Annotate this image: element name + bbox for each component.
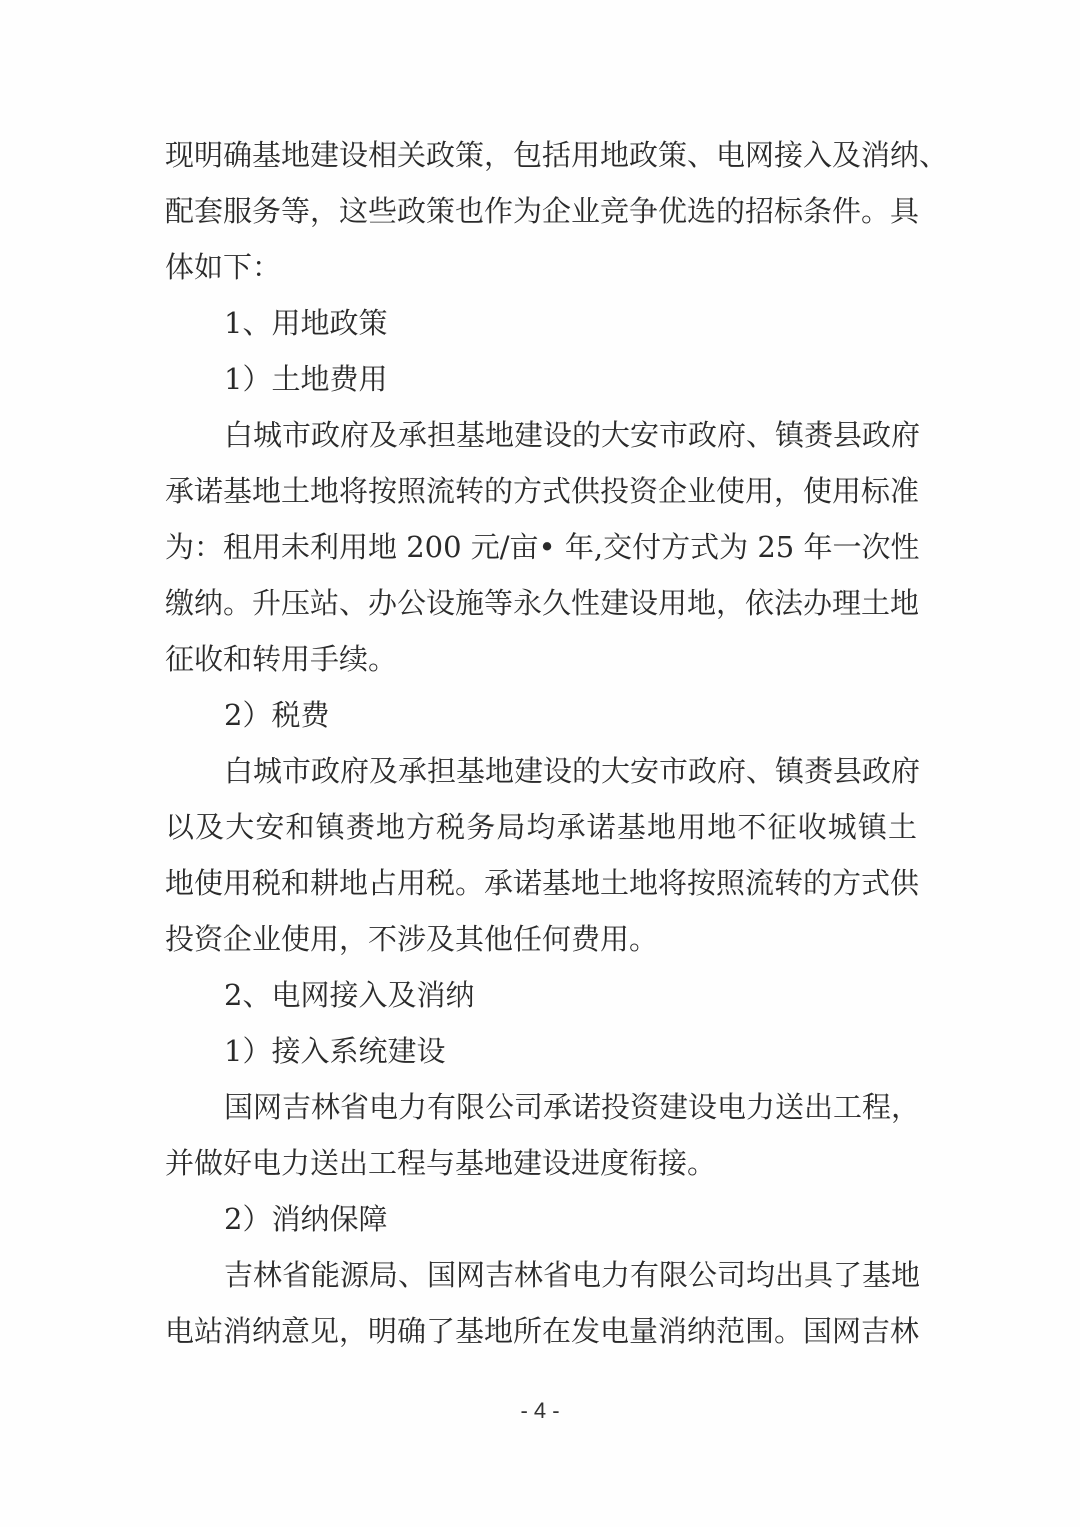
body-text-line: 并做好电力送出工程与基地建设进度衔接。 — [165, 1146, 717, 1180]
body-text-line: 为：租用未利用地 200 元/亩• 年,交付方式为 25 年一次性 — [165, 530, 920, 564]
paragraph-first-line: 吉林省能源局、国网吉林省电力有限公司均出具了基地 — [224, 1258, 921, 1292]
subsection-heading: 1）接入系统建设 — [224, 1034, 446, 1068]
body-text-line: 征收和转用手续。 — [165, 642, 398, 676]
body-text-line: 承诺基地土地将按照流转的方式供投资企业使用，使用标准 — [165, 474, 920, 508]
body-text-line: 体如下： — [165, 250, 282, 284]
paragraph-first-line: 国网吉林省电力有限公司承诺投资建设电力送出工程， — [224, 1090, 921, 1124]
body-text-line: 缴纳。升压站、办公设施等永久性建设用地，依法办理土地 — [165, 586, 920, 620]
body-text-line: 配套服务等，这些政策也作为企业竞争优选的招标条件。具 — [165, 194, 920, 228]
subsection-heading: 1）土地费用 — [224, 362, 388, 396]
subsection-heading: 2）消纳保障 — [224, 1202, 388, 1236]
body-text-line: 现明确基地建设相关政策，包括用地政策、电网接入及消纳、 — [165, 138, 949, 172]
page-number: - 4 - — [520, 1398, 560, 1423]
body-text-line: 地使用税和耕地占用税。承诺基地土地将按照流转的方式供 — [165, 866, 920, 900]
body-text-line: 以及大安和镇赉地方税务局均承诺基地用地不征收城镇土 — [165, 810, 917, 844]
subsection-heading: 2）税费 — [224, 698, 330, 732]
body-text-line: 投资企业使用，不涉及其他任何费用。 — [165, 922, 659, 956]
section-heading: 1、用地政策 — [224, 306, 388, 340]
paragraph-first-line: 白城市政府及承担基地建设的大安市政府、镇赉县政府 — [224, 754, 921, 788]
paragraph-first-line: 白城市政府及承担基地建设的大安市政府、镇赉县政府 — [224, 418, 921, 452]
body-text-line: 电站消纳意见，明确了基地所在发电量消纳范围。国网吉林 — [165, 1314, 920, 1348]
section-heading: 2、电网接入及消纳 — [224, 978, 475, 1012]
